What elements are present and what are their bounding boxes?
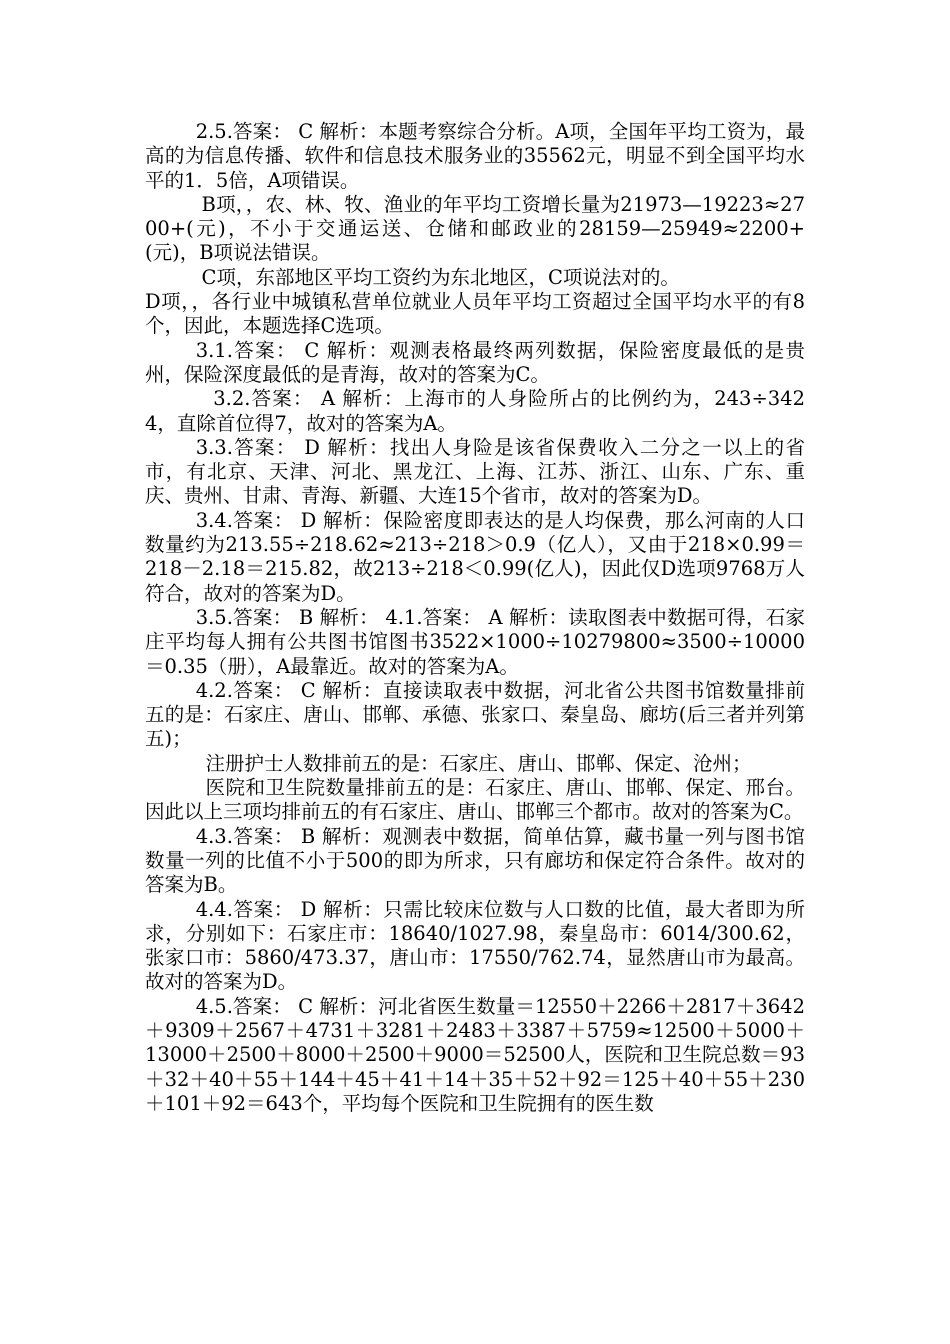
paragraph-4-2-hospitals: 医院和卫生院数量排前五的是：石家庄、唐山、邯郸、保定、邢台。因此以上三项均排前五的有石家庄、唐山、邯郸三个都市。故对的答案为C。 [145, 776, 805, 824]
paragraph-3-2: 3.2.答案： A 解析：上海市的人身险所占的比例约为，243÷3424，直除首位得7，故对的答案为A。 [145, 387, 805, 435]
paragraph-3-4: 3.4.答案： D 解析：保险密度即表达的是人均保费，那么河南的人口数量约为213.55÷218.62≈213÷218＞0.9（亿人），又由于218×0.99＝218－2.18＝215.82，故213÷218＜0.99(亿人)，因此仅D选项9768万人符合，故对的答案为D。 [145, 508, 805, 605]
paragraph-2-5: 2.5.答案： C 解析：本题考察综合分析。A项，全国年平均工资为，最高的为信息传播、软件和信息技术服务业的35562元，明显不到全国平均水平的1．5倍，A项错误。 [145, 120, 805, 192]
paragraph-2-5-c: C项，东部地区平均工资约为东北地区，C项说法对的。 [201, 265, 680, 289]
paragraph-4-2: 4.2.答案： C 解析：直接读取表中数据，河北省公共图书馆数量排前五的是：石家庄、唐山、邯郸、承德、张家口、秦皇岛、廊坊(后三者并列第五)； [145, 678, 805, 751]
paragraph-3-5-4-1: 3.5.答案： B 解析： 4.1.答案： A 解析：读取图表中数据可得，石家庄平均每人拥有公共图书馆图书3522×1000÷10279800≈3500÷10000＝0.35（册），A最靠近。故对的答案为A。 [145, 605, 805, 678]
paragraph-2-5-b: B项，，农、林、牧、渔业的年平均工资增长量为21973—19223≈2700+(元)，不小于交通运送、仓储和邮政业的28159—25949≈2200+(元)，B项说法错误。 [145, 192, 805, 265]
paragraph-3-1: 3.1.答案： C 解析：观测表格最终两列数据，保险密度最低的是贵州，保险深度最低的是青海，故对的答案为C。 [145, 338, 805, 386]
paragraph-4-5: 4.5.答案： C 解析：河北省医生数量＝12550＋2266＋2817＋3642＋9309＋2567＋4731＋3281＋2483＋3387＋5759≈12500＋5000＋13000＋2500＋8000＋2500＋9000＝52500人，医院和卫生院总数＝93＋32＋40＋55＋144＋45＋41＋14＋35＋52＋92＝125＋40＋55＋230＋101＋92＝643个，平均每个医院和卫生院拥有的医生数 [145, 994, 805, 1115]
paragraph-4-3: 4.3.答案： B 解析：观测表中数据，简单估算，藏书量一列与图书馆数量一列的比值不小于500的即为所求，只有廊坊和保定符合条件。故对的答案为B。 [145, 824, 805, 897]
document-page [145, 120, 805, 1116]
paragraph-2-5-d: D项，，各行业中城镇私营单位就业人员年平均工资超过全国平均水平的有8个，因此，本题选择C选项。 [145, 290, 805, 338]
paragraph-4-2-nurses: 注册护士人数排前五的是：石家庄、唐山、邯郸、保定、沧州； [205, 751, 752, 775]
paragraph-3-3: 3.3.答案： D 解析：找出人身险是该省保费收入二分之一以上的省市，有北京、天津、河北、黑龙江、上海、江苏、浙江、山东、广东、重庆、贵州、甘肃、青海、新疆、大连15个省市，故对的答案为D。 [145, 435, 805, 508]
paragraph-4-4: 4.4.答案： D 解析：只需比较床位数与人口数的比值，最大者即为所求，分别如下：石家庄市：18640/1027.98，秦皇岛市：6014/300.62，张家口市：5860/473.37，唐山市：17550/762.74，显然唐山市为最高。故对的答案为D。 [145, 897, 805, 994]
